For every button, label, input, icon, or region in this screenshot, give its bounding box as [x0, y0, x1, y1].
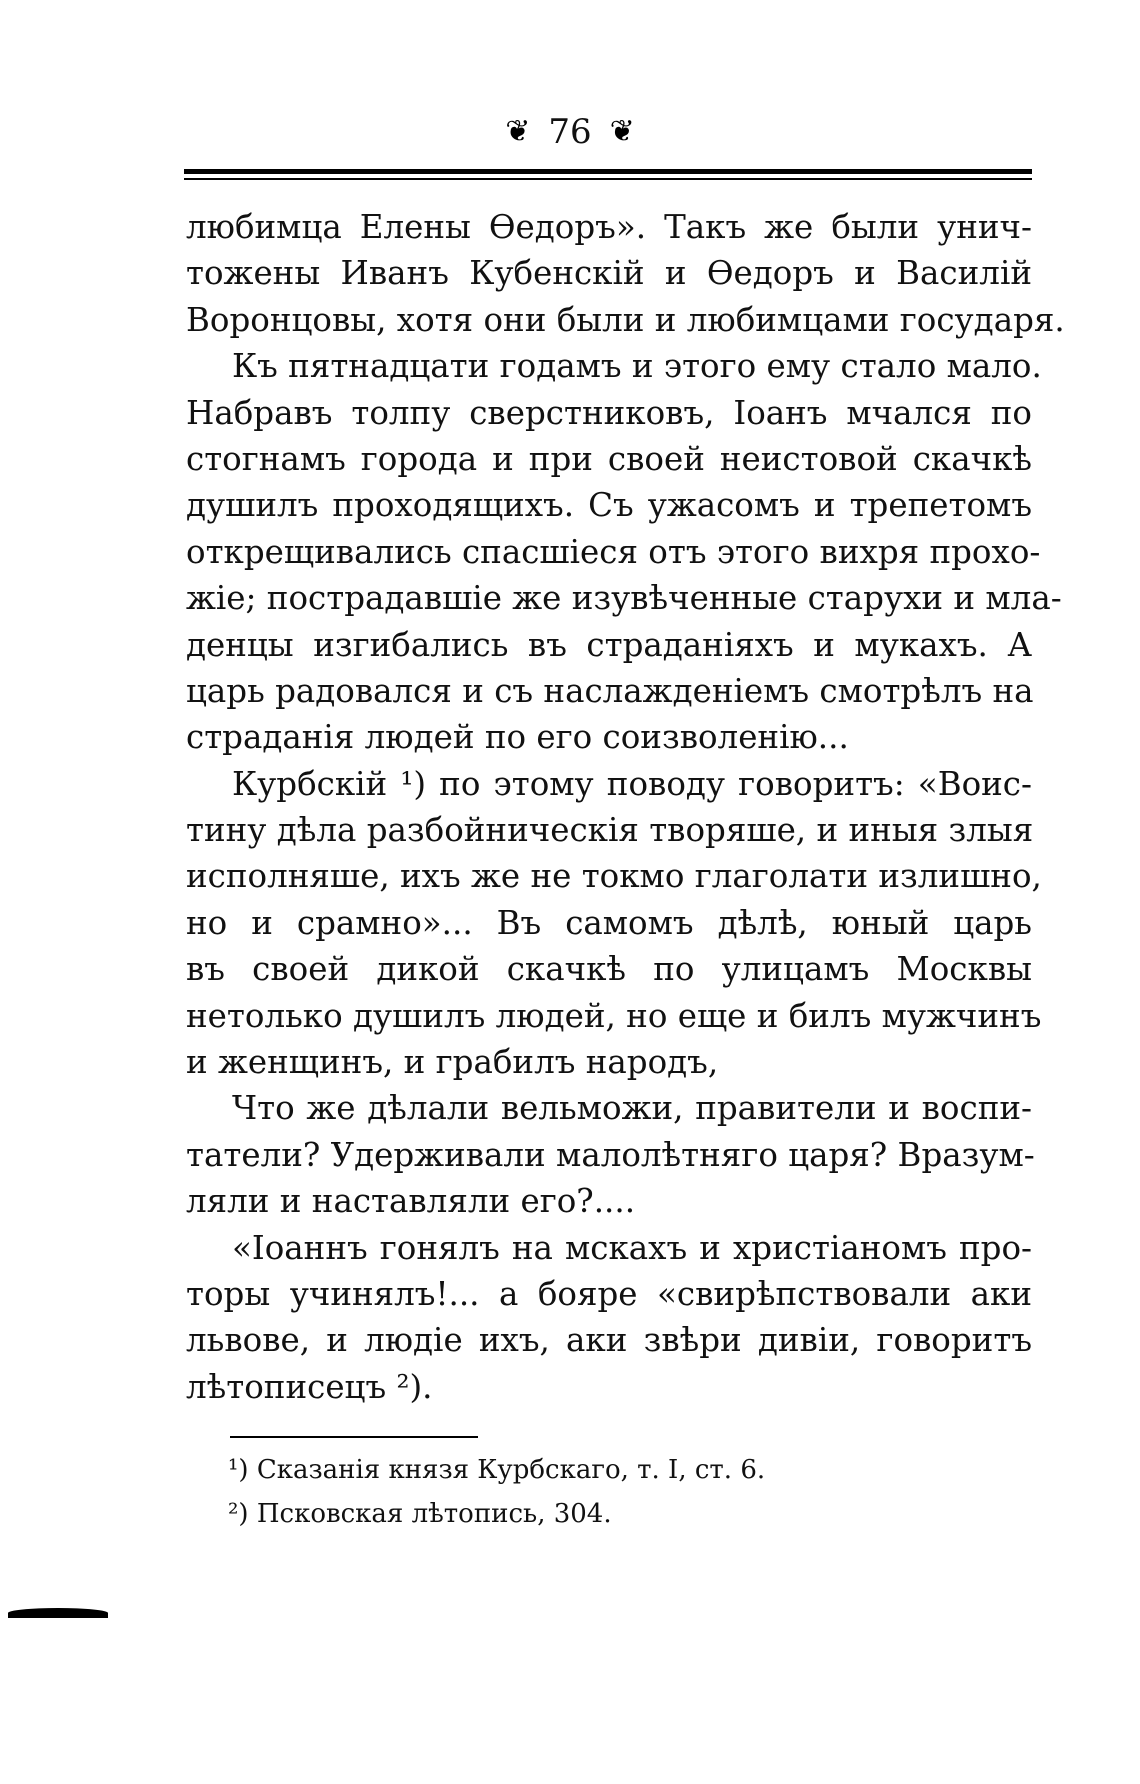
- footnote-1: ¹) Сказанія князя Курбскаго, т. І, ст. 6.: [228, 1455, 766, 1485]
- body-line: тину дѣла разбойническія творяше, и иныя злыя: [186, 811, 1034, 850]
- body-line: Воронцовы, хотя они были и любимцами государя.: [186, 300, 1065, 339]
- ink-blot: [8, 1608, 108, 1618]
- body-line: денцы изгибались въ страданіяхъ и мукахъ. А: [186, 625, 1032, 664]
- body-line: исполняше, ихъ же не токмо глаголати излишно,: [186, 857, 1042, 896]
- body-line: Что же дѣлали вельможи, правители и воспи-: [232, 1089, 1032, 1128]
- body-line: лѣтописецъ ²).: [186, 1367, 433, 1406]
- body-line: страданія людей по его соизволенію...: [186, 718, 849, 757]
- footnote-rule: [230, 1436, 478, 1438]
- body-line: Курбскій ¹) по этому поводу говоритъ: «Воис-: [232, 764, 1032, 803]
- body-line: душилъ проходящихъ. Съ ужасомъ и трепетомъ: [186, 486, 1032, 525]
- body-line: нетолько душилъ людей, но еще и билъ мужчинъ: [186, 996, 1042, 1035]
- page-number: 76: [548, 112, 592, 152]
- body-line: въ своей дикой скачкѣ по улицамъ Москвы: [186, 950, 1032, 989]
- body-line: жіе; пострадавшіе же изувѣченные старухи и мла-: [186, 579, 1062, 618]
- ornament-left-icon: ❦: [505, 114, 531, 149]
- header-rule-thick: [184, 169, 1032, 174]
- body-line: тожены Иванъ Кубенскій и Өедоръ и Василій: [186, 254, 1032, 293]
- body-line: торы учинялъ!... а бояре «свирѣпствовали аки: [186, 1274, 1032, 1313]
- body-line: царь радовался и съ наслажденіемъ смотрѣлъ на: [186, 671, 1034, 710]
- body-line: львове, и людіе ихъ, аки звѣри дивіи, говоритъ: [186, 1321, 1032, 1360]
- body-line: любимца Елены Өедоръ». Такъ же были унич-: [186, 208, 1032, 246]
- body-line: «Іоаннъ гонялъ на мскахъ и христіаномъ про-: [232, 1228, 1032, 1267]
- body-line: и женщинъ, и грабилъ народъ,: [186, 1043, 719, 1082]
- body-line: но и срамно»... Въ самомъ дѣлѣ, юный царь: [186, 903, 1032, 942]
- body-line: Къ пятнадцати годамъ и этого ему стало мало.: [232, 347, 1042, 386]
- header-rule-thin: [184, 178, 1032, 180]
- footnotes: [228, 1448, 988, 1536]
- body-line: Набравъ толпу сверстниковъ, Іоанъ мчался по: [186, 393, 1032, 432]
- page-header: [0, 112, 1140, 152]
- body-line: стогнамъ города и при своей неистовой скачкѣ: [186, 439, 1032, 478]
- body-line: ляли и наставляли его?....: [186, 1182, 636, 1221]
- body-text: [186, 204, 1065, 1410]
- footnote-2: ²) Псковская лѣтопись, 304.: [228, 1499, 612, 1529]
- ornament-right-icon: ❦: [609, 114, 635, 149]
- body-line: татели? Удерживали малолѣтняго царя? Вразум-: [186, 1135, 1035, 1174]
- body-line: открещивались спасшіеся отъ этого вихря прохо-: [186, 532, 1041, 571]
